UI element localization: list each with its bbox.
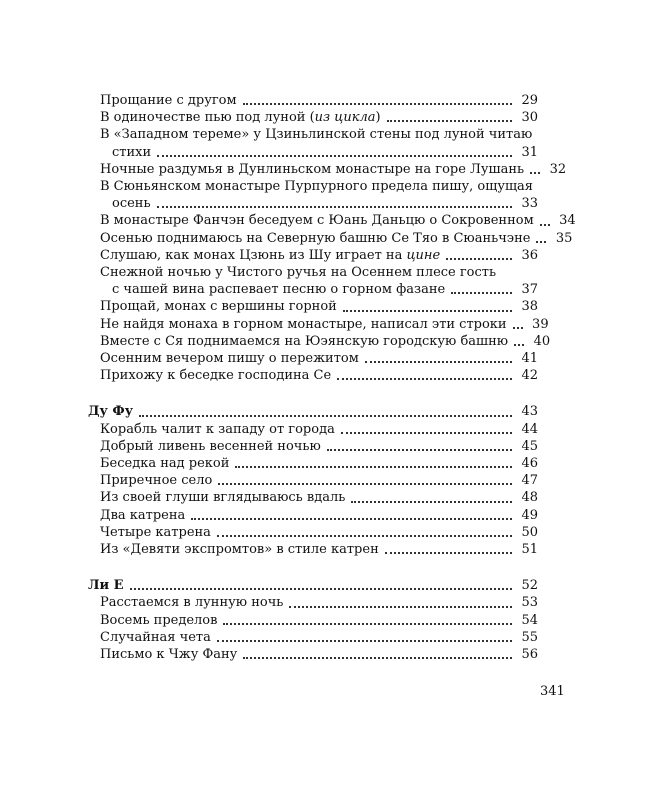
toc-entry[interactable] [88,161,567,178]
dot-leader [327,448,512,451]
toc-entry[interactable] [88,126,538,160]
toc-entry-continuation [88,144,538,161]
toc-entry[interactable] [88,438,538,455]
toc-entry[interactable] [88,92,538,109]
toc-entry[interactable] [88,333,551,350]
toc-entry-title [88,472,212,489]
title-part: Приречное село [100,473,213,489]
title-part: Из «Девяти экспромтов» в стиле катрен [100,542,379,558]
toc-entry-title [88,161,524,178]
toc-entry-title [88,489,345,506]
title-part: Два катрена [100,507,186,523]
dot-leader [139,414,512,417]
toc-entry[interactable] [88,247,538,264]
toc-entry[interactable] [88,421,538,438]
dot-leader [514,343,524,346]
toc-page-number: 50 [521,524,538,540]
toc-page-number: 44 [521,421,538,437]
toc-entry-title [88,367,331,384]
toc-page-number: 43 [521,404,538,420]
dot-leader [217,639,512,642]
toc-entry-title [88,421,335,438]
author-heading[interactable] [88,403,538,420]
title-part: Слушаю, как монах Цзюнь из Шу играет на [100,247,407,263]
toc-entry-title [88,247,440,264]
title-part: Прощай, монах с вершины горной [100,299,337,315]
toc-page-number: 37 [521,282,538,298]
toc-page-number: 51 [521,542,538,558]
toc-page-number: 33 [521,196,538,212]
toc-page-number: 53 [521,595,538,611]
dot-leader [446,257,512,260]
author-heading[interactable] [88,577,538,594]
toc-entry[interactable] [88,367,538,384]
dot-leader [530,171,540,174]
toc-entry-title [88,350,359,367]
toc-entry[interactable] [88,646,538,663]
toc-page-number: 47 [521,473,538,489]
toc-entry-title: Снежной ночью у Чистого ручья на Осеннем плесе гость [100,265,497,281]
dot-leader [223,622,512,625]
title-part: Ночные раздумья в Дунлиньском монастыре на горе Лушань [100,161,525,177]
title-part: Прощание с другом [100,93,237,108]
title-part: Случайная чета [100,629,211,645]
toc-entry-title: В Сюньянском монастыре Пурпурного предела пишу, ощущая [100,179,534,195]
toc-page-number: 56 [521,647,538,663]
dot-leader [217,534,512,537]
dot-leader [387,119,512,122]
toc-entry[interactable] [88,316,549,333]
toc-page-number: 30 [521,110,538,126]
dot-leader [385,551,512,554]
dot-leader [130,587,512,590]
toc-page-number: 48 [521,490,538,506]
title-part: Восемь пределов [100,612,218,628]
title-italic-part: цине [406,247,441,263]
title-tail: ) [375,110,381,126]
toc-section [88,403,538,558]
dot-leader [218,482,512,485]
dot-leader [191,517,512,520]
dot-leader [337,377,512,380]
toc-entry-title [88,109,381,126]
title-part: Осенним вечером пишу о пережитом [100,351,359,367]
toc-entry-title [88,541,379,558]
toc-entry[interactable] [88,350,538,367]
toc-page-number: 35 [555,230,573,246]
toc-page-number: 55 [521,629,538,645]
toc-entry-title [88,646,237,663]
title-part: Из своей глуши вглядываюсь вдаль [100,490,346,506]
dot-leader [540,223,550,226]
toc-entry-title: В «Западном тереме» у Цзиньлинской стены под луной читаю [100,127,533,143]
dot-leader [365,360,512,363]
toc-entry-title [88,612,217,629]
title-part: Беседка над рекой [100,456,230,472]
toc-page-number: 49 [521,507,538,523]
toc-entry-continuation [88,281,538,298]
author-name: Ду Фу [88,404,134,420]
toc-page-number: 52 [521,578,538,594]
title-part: Корабль чалит к западу от города [100,421,335,437]
table-of-contents [88,92,576,663]
toc-entry[interactable] [88,109,538,126]
toc-entry[interactable] [88,612,538,629]
toc-page-number: 29 [521,93,538,108]
toc-entry[interactable] [88,298,538,315]
dot-leader [289,605,512,608]
title-part: Четыре катрена [100,524,211,540]
toc-entry-title [88,507,185,524]
toc-entry[interactable] [88,178,538,212]
toc-entry[interactable] [88,594,538,611]
title-part: Не найдя монаха в горном монастыре, написал эти строки [100,316,507,332]
dot-leader [351,500,512,503]
toc-entry-title [88,333,508,350]
dot-leader [343,309,512,312]
dot-leader [513,326,523,329]
toc-entry-title [88,230,530,247]
dot-leader [536,240,546,243]
toc-entry-title [88,524,211,541]
toc-entry-title-cont: осень [112,196,151,212]
dot-leader [243,102,512,105]
toc-page-number: 54 [521,612,538,628]
dot-leader [451,291,512,294]
toc-entry-title [88,298,337,315]
toc-page-number: 40 [533,333,551,349]
dot-leader [341,431,512,434]
toc-page-number: 38 [521,299,538,315]
page-number: 341 [540,684,565,699]
toc-entry[interactable] [88,489,538,506]
toc-page-number: 31 [521,144,538,160]
title-part: Письмо к Чжу Фану [100,647,238,663]
toc-page-number: 36 [521,247,538,263]
toc-entry-title [88,212,534,229]
title-part: Прихожу к беседке господина Се [100,368,332,384]
toc-entry-title [88,92,237,109]
dot-leader [157,154,512,157]
toc-page-number: 32 [549,161,567,177]
toc-entry[interactable] [88,629,538,646]
toc-entry[interactable] [88,264,538,298]
toc-page-number: 42 [521,368,538,384]
toc-entry[interactable] [88,212,576,229]
toc-entry-continuation [88,195,538,212]
toc-entry-title-cont: с чашей вина распевает песню о горном фазане [112,282,446,298]
toc-page-number: 39 [532,316,549,332]
title-part: Вместе с Ся поднимаемся на Юэянскую городскую башню [100,333,509,349]
toc-page-number: 46 [521,456,538,472]
toc-entry[interactable] [88,541,538,558]
dot-leader [235,465,512,468]
toc-page-number: 34 [559,213,576,229]
toc-entry-title [88,455,229,472]
toc-section [88,92,576,384]
toc-page-number: 41 [521,351,538,367]
toc-entry[interactable] [88,230,573,247]
toc-entry[interactable] [88,472,538,489]
dot-leader [157,205,512,208]
toc-entry[interactable] [88,507,538,524]
toc-entry-title [88,316,507,333]
title-part: Добрый ливень весенней ночью [100,438,321,454]
toc-entry-title [88,594,283,611]
author-name: Ли Е [88,578,124,594]
toc-entry[interactable] [88,455,538,472]
title-part: В монастыре Фанчэн беседуем с Юань Даньцю о Сокровенном [100,213,534,229]
dot-leader [243,656,512,659]
title-part: Осенью поднимаюсь на Северную башню Се Тяо в Сюаньчэне [100,230,531,246]
toc-section [88,577,538,663]
title-part: Расстаемся в лунную ночь [100,595,284,611]
toc-page-number: 45 [521,438,538,454]
title-part: В одиночестве пью под луной ( [100,110,315,126]
title-italic-part: из цикла [314,110,376,126]
toc-entry-title-cont: стихи [112,144,152,160]
toc-entry-title [88,629,211,646]
toc-entry-title [88,438,321,455]
toc-entry[interactable] [88,524,538,541]
